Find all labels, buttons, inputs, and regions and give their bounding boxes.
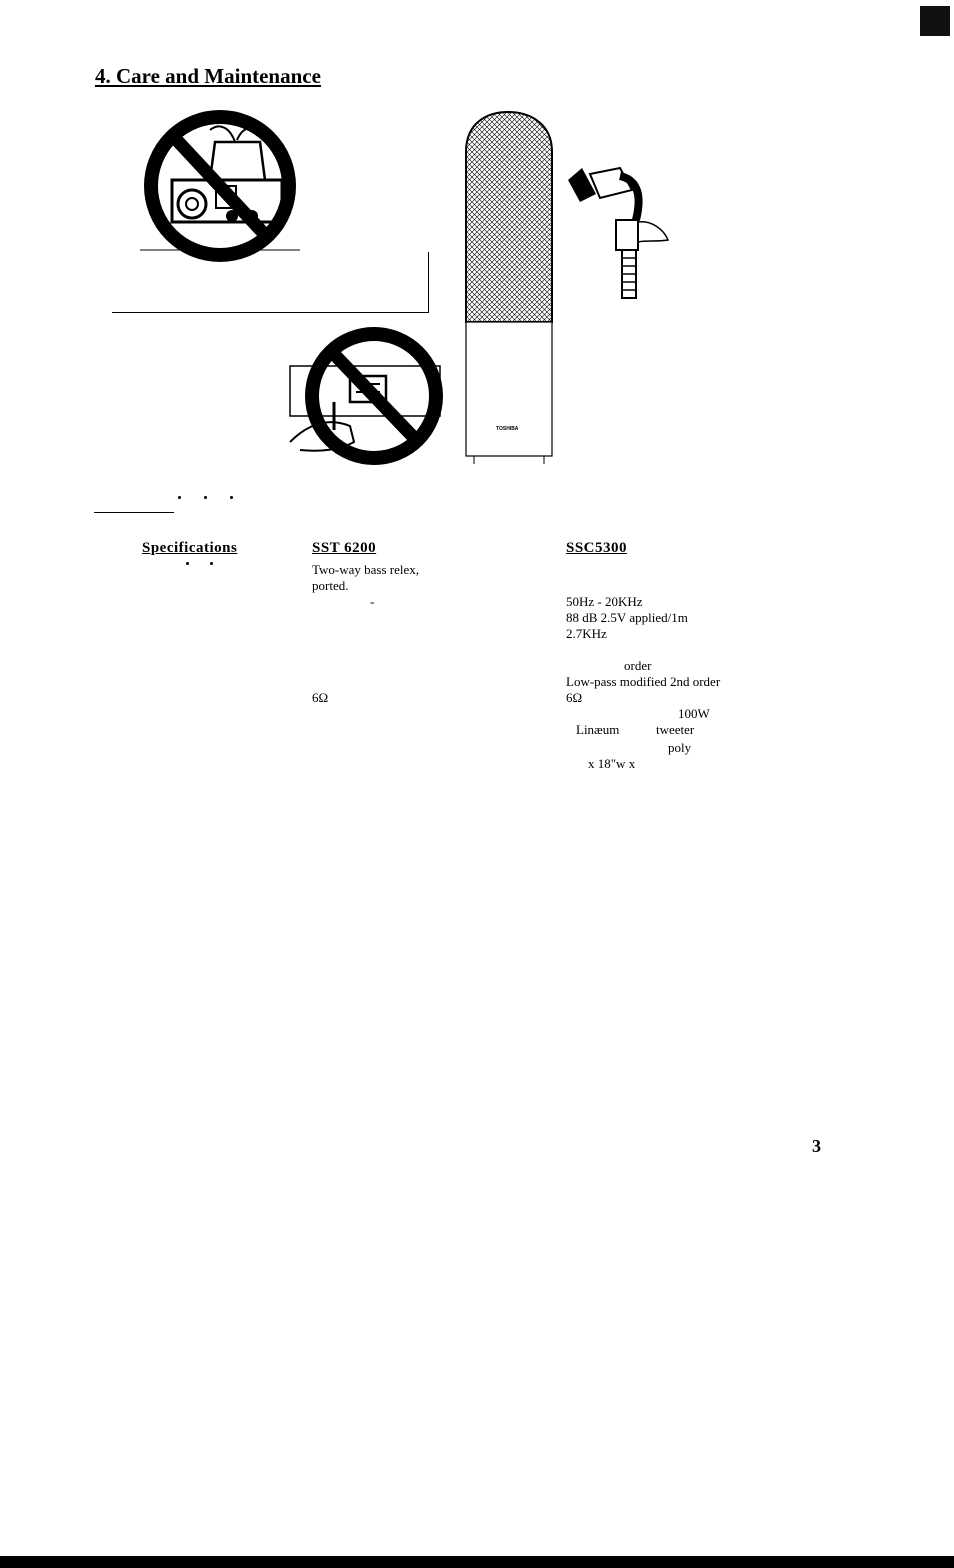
page-number: 3 — [812, 1136, 821, 1156]
page-title: 4. Care and Maintenance — [95, 64, 321, 88]
no-outlet-illustration — [280, 322, 460, 472]
specifications-heading: Specifications — [142, 540, 238, 556]
vacuum-brush-illustration — [560, 150, 680, 310]
spec-value: order — [624, 658, 652, 673]
spec-value: 6Ω — [312, 690, 329, 705]
spec-value: Linæum — [576, 722, 620, 737]
bullet-dot — [186, 562, 189, 565]
section-rule — [94, 512, 174, 513]
spec-value: 50Hz - 20KHz — [566, 594, 643, 609]
spec-value: ported. — [312, 578, 349, 593]
corner-mark — [920, 6, 950, 36]
spec-value: 100W — [678, 706, 710, 721]
callout-line-horizontal — [112, 312, 429, 313]
spec-value: poly — [668, 740, 692, 755]
bullet-dot — [210, 562, 213, 565]
model-ssc5300-heading: SSC5300 — [566, 540, 628, 556]
speaker-illustration — [462, 112, 562, 472]
bottom-bar — [0, 1556, 954, 1568]
spec-value: - — [370, 594, 375, 609]
bullet-dot — [204, 496, 207, 499]
spec-value: 6Ω — [566, 690, 583, 705]
spec-value: Two-way bass relex, — [312, 562, 420, 577]
speaker-logo: TOSHIBA — [496, 426, 519, 432]
spec-value: x 18"w x — [588, 756, 636, 771]
spec-value: 88 dB 2.5V applied/1m — [566, 610, 688, 625]
callout-line-vertical — [428, 252, 429, 312]
bullet-dot — [230, 496, 233, 499]
spec-value: tweeter — [656, 722, 695, 737]
bullet-dot — [178, 496, 181, 499]
spec-value: Low-pass modified 2nd order — [566, 674, 721, 689]
model-sst6200-heading: SST 6200 — [312, 540, 377, 556]
no-water-illustration — [140, 100, 310, 260]
spec-value: 2.7KHz — [566, 626, 607, 641]
